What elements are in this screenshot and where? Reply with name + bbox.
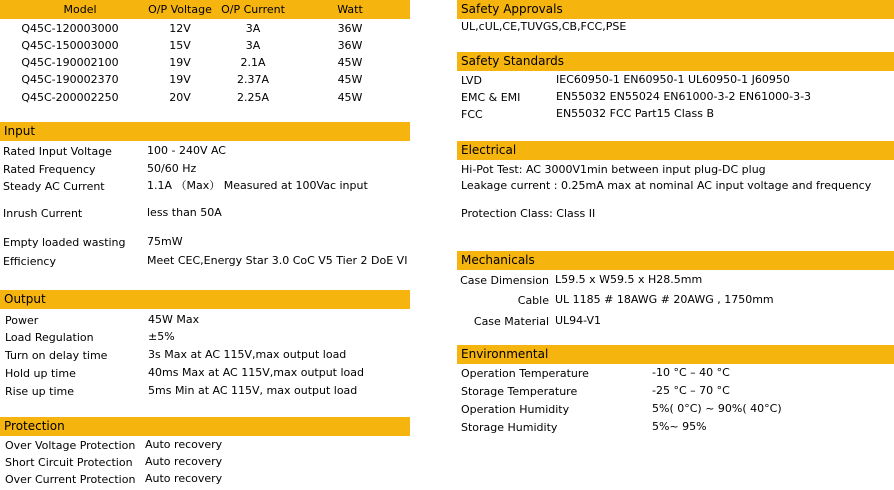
spec-value: 1.1A （Max） Measured at 100Vac input bbox=[147, 179, 368, 192]
spec-label: Over Current Protection bbox=[5, 473, 136, 486]
protection-section-header bbox=[0, 417, 410, 436]
spec-label: Empty loaded wasting bbox=[3, 236, 126, 249]
col-header-model: Model bbox=[63, 3, 97, 16]
spec-value: 45W Max bbox=[148, 313, 200, 326]
electrical-line: Protection Class: Class II bbox=[461, 207, 596, 220]
spec-value: UL94-V1 bbox=[555, 314, 602, 327]
section-title: Output bbox=[4, 292, 46, 306]
current-cell: 2.37A bbox=[236, 73, 270, 86]
spec-value: Auto recovery bbox=[145, 455, 223, 468]
spec-label: Storage Humidity bbox=[461, 421, 558, 434]
watt-cell: 45W bbox=[337, 73, 363, 86]
spec-value: ±5% bbox=[148, 330, 175, 343]
spec-value: 75mW bbox=[147, 235, 183, 248]
environmental-section-header bbox=[457, 345, 894, 364]
spec-label: Rated Input Voltage bbox=[3, 145, 112, 158]
col-header-current: O/P Current bbox=[221, 3, 285, 16]
spec-label: Load Regulation bbox=[5, 331, 94, 344]
spec-value: IEC60950-1 EN60950-1 UL60950-1 J60950 bbox=[556, 73, 790, 86]
input-section-header bbox=[0, 122, 410, 141]
safety-approvals-header bbox=[457, 0, 894, 19]
spec-value: -25 °C – 70 °C bbox=[652, 384, 730, 397]
voltage-cell: 12V bbox=[169, 22, 191, 35]
mechanicals-section-header bbox=[457, 251, 894, 270]
spec-label: Short Circuit Protection bbox=[5, 456, 133, 469]
output-section-header bbox=[0, 290, 410, 309]
current-cell: 3A bbox=[245, 39, 261, 52]
voltage-cell: 19V bbox=[169, 56, 191, 69]
spec-value: Auto recovery bbox=[145, 438, 223, 451]
approvals-list: UL,cUL,CE,TUVGS,CB,FCC,PSE bbox=[461, 20, 627, 33]
spec-label: Efficiency bbox=[3, 255, 56, 268]
spec-label: Over Voltage Protection bbox=[5, 439, 136, 452]
section-title: Protection bbox=[4, 419, 65, 433]
spec-label: Inrush Current bbox=[3, 207, 83, 220]
spec-label: FCC bbox=[461, 108, 483, 121]
spec-label: EMC & EMI bbox=[461, 91, 521, 104]
voltage-cell: 15V bbox=[169, 39, 191, 52]
spec-value: 5ms Min at AC 115V, max output load bbox=[148, 384, 358, 397]
spec-value: 5%~ 95% bbox=[652, 420, 707, 433]
electrical-line: Hi-Pot Test: AC 3000V1min between input plug-DC plug bbox=[461, 163, 766, 176]
watt-cell: 36W bbox=[337, 22, 363, 35]
spec-value: Auto recovery bbox=[145, 472, 223, 485]
watt-cell: 45W bbox=[337, 91, 363, 104]
model-cell: Q45C-190002100 bbox=[21, 56, 119, 69]
voltage-cell: 19V bbox=[169, 73, 191, 86]
spec-value: Meet CEC,Energy Star 3.0 CoC V5 Tier 2 DoE VI bbox=[147, 254, 408, 267]
spec-label: Turn on delay time bbox=[5, 349, 108, 362]
current-cell: 2.25A bbox=[236, 91, 270, 104]
spec-label: Steady AC Current bbox=[3, 180, 105, 193]
spec-value: 40ms Max at AC 115V,max output load bbox=[148, 366, 365, 379]
spec-label: Cable bbox=[517, 294, 549, 307]
spec-value: 50/60 Hz bbox=[147, 162, 197, 175]
watt-cell: 36W bbox=[337, 39, 363, 52]
spec-value: EN55032 FCC Part15 Class B bbox=[556, 107, 715, 120]
spec-label: Power bbox=[5, 314, 39, 327]
section-title: Safety Approvals bbox=[461, 2, 563, 16]
spec-value: less than 50A bbox=[147, 206, 222, 219]
spec-label: Case Material bbox=[473, 315, 549, 328]
model-cell: Q45C-120003000 bbox=[21, 22, 119, 35]
spec-value: 5%( 0°C) ~ 90%( 40°C) bbox=[652, 402, 782, 415]
spec-label: Operation Temperature bbox=[461, 367, 589, 380]
spec-label: Storage Temperature bbox=[461, 385, 578, 398]
section-title: Input bbox=[4, 124, 36, 138]
safety-standards-header bbox=[457, 52, 894, 71]
spec-value: EN55032 EN55024 EN61000-3-2 EN61000-3-3 bbox=[556, 90, 812, 103]
section-title: Safety Standards bbox=[461, 54, 565, 68]
spec-value: -10 °C – 40 °C bbox=[652, 366, 730, 379]
current-cell: 3A bbox=[245, 22, 261, 35]
spec-value: L59.5 x W59.5 x H28.5mm bbox=[555, 273, 703, 286]
spec-value: 3s Max at AC 115V,max output load bbox=[148, 348, 347, 361]
spec-label: Rated Frequency bbox=[3, 163, 96, 176]
col-header-voltage: O/P Voltage bbox=[148, 3, 212, 16]
spec-label: Operation Humidity bbox=[461, 403, 570, 416]
section-title: Mechanicals bbox=[461, 253, 535, 267]
spec-label: Hold up time bbox=[5, 367, 76, 380]
section-title: Electrical bbox=[461, 143, 517, 157]
spec-label: Case Dimension bbox=[460, 274, 549, 287]
section-title: Environmental bbox=[461, 347, 549, 361]
col-header-watt: Watt bbox=[337, 3, 363, 16]
electrical-line: Leakage current : 0.25mA max at nominal AC input voltage and frequency bbox=[461, 179, 872, 192]
current-cell: 2.1A bbox=[240, 56, 266, 69]
spec-value: UL 1185 # 18AWG # 20AWG , 1750mm bbox=[555, 293, 774, 306]
spec-value: 100 - 240V AC bbox=[147, 144, 226, 157]
electrical-section-header bbox=[457, 141, 894, 160]
model-cell: Q45C-200002250 bbox=[21, 91, 119, 104]
spec-label: LVD bbox=[461, 74, 482, 87]
model-cell: Q45C-150003000 bbox=[21, 39, 119, 52]
watt-cell: 45W bbox=[337, 56, 363, 69]
model-cell: Q45C-190002370 bbox=[21, 73, 119, 86]
spec-label: Rise up time bbox=[5, 385, 74, 398]
voltage-cell: 20V bbox=[169, 91, 191, 104]
